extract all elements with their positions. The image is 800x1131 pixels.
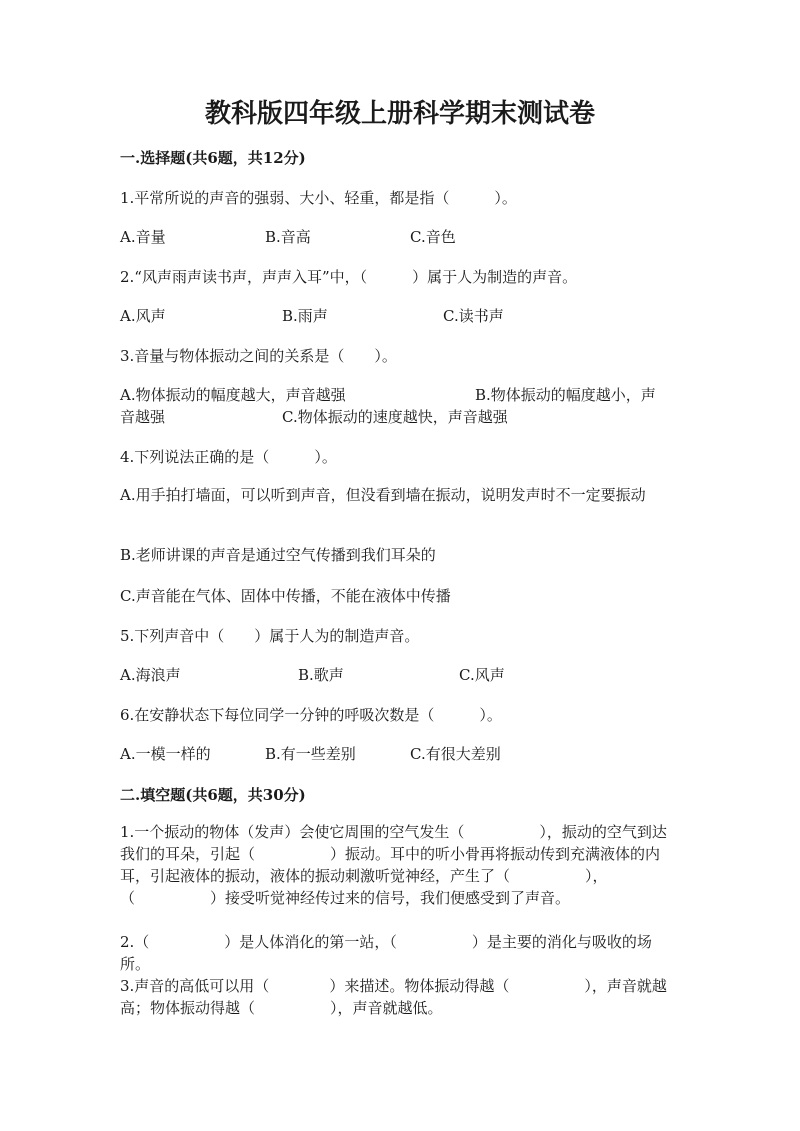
page-title: 教科版四年级上册科学期末测试卷 [204,99,595,129]
option-b: B.有一些差别 [265,745,356,763]
option-c: C.物体振动的速度越快，声音越强 [282,408,508,426]
option-b: B.音高 [265,228,311,246]
question-stem: 6.在安静状态下每位同学一分钟的呼吸次数是（ ）。 [120,706,502,724]
option-a: A.物体振动的幅度越大，声音越强 [120,386,346,404]
option-b: B.雨声 [282,307,328,325]
option-a: A.海浪声 [120,666,181,684]
section-heading-choice: 一.选择题(共6题，共12分) [120,149,306,167]
question-stem: 4.下列说法正确的是（ ）。 [120,448,337,466]
fill-question-2: 2.（ ）是人体消化的第一站，（ ）是主要的消化与吸收的场所。 [120,933,652,973]
option-a: A.一模一样的 [120,745,211,763]
fill-question-1: 1.一个振动的物体（发声）会使它周围的空气发生（ ），振动的空气到达我们的耳朵，引起（ ）振动。耳中的听小骨再将振动传到充满液体的内耳，引起液体的振动，液体的振动刺激听觉神经，产生了（ ），（ ）接受听觉神经传过来的信号，我们便感受到了声音。 [120,823,667,907]
option-c: C.读书声 [443,307,504,325]
section-heading-fill: 二.填空题(共6题，共30分) [120,786,306,804]
option-a: A.用手拍打墙面，可以听到声音，但没看到墙在振动，说明发声时不一定要振动 [120,486,646,504]
option-b: B.老师讲课的声音是通过空气传播到我们耳朵的 [120,546,436,564]
question-stem: 1.平常所说的声音的强弱、大小、轻重，都是指（ ）。 [120,189,517,207]
option-b: B.歌声 [298,666,344,684]
option-b-continued: 音越强 [120,408,166,426]
option-a: A.风声 [120,307,166,325]
option-a: A.音量 [120,228,166,246]
fill-question-3: 3.声音的高低可以用（ ）来描述。物体振动得越（ ），声音就越高；物体振动得越（ ），声音就越低。 [120,977,667,1017]
option-c: C.音色 [410,228,456,246]
option-c: C.风声 [459,666,505,684]
question-stem: 2.“风声雨声读书声，声声入耳”中，（ ）属于人为制造的声音。 [120,268,578,286]
option-c: C.声音能在气体、固体中传播，不能在液体中传播 [120,587,451,605]
question-stem: 3.音量与物体振动之间的关系是（ ）。 [120,347,397,365]
option-b: B.物体振动的幅度越小，声 [475,386,656,404]
question-stem: 5.下列声音中（ ）属于人为的制造声音。 [120,627,420,645]
option-c: C.有很大差别 [410,745,501,763]
